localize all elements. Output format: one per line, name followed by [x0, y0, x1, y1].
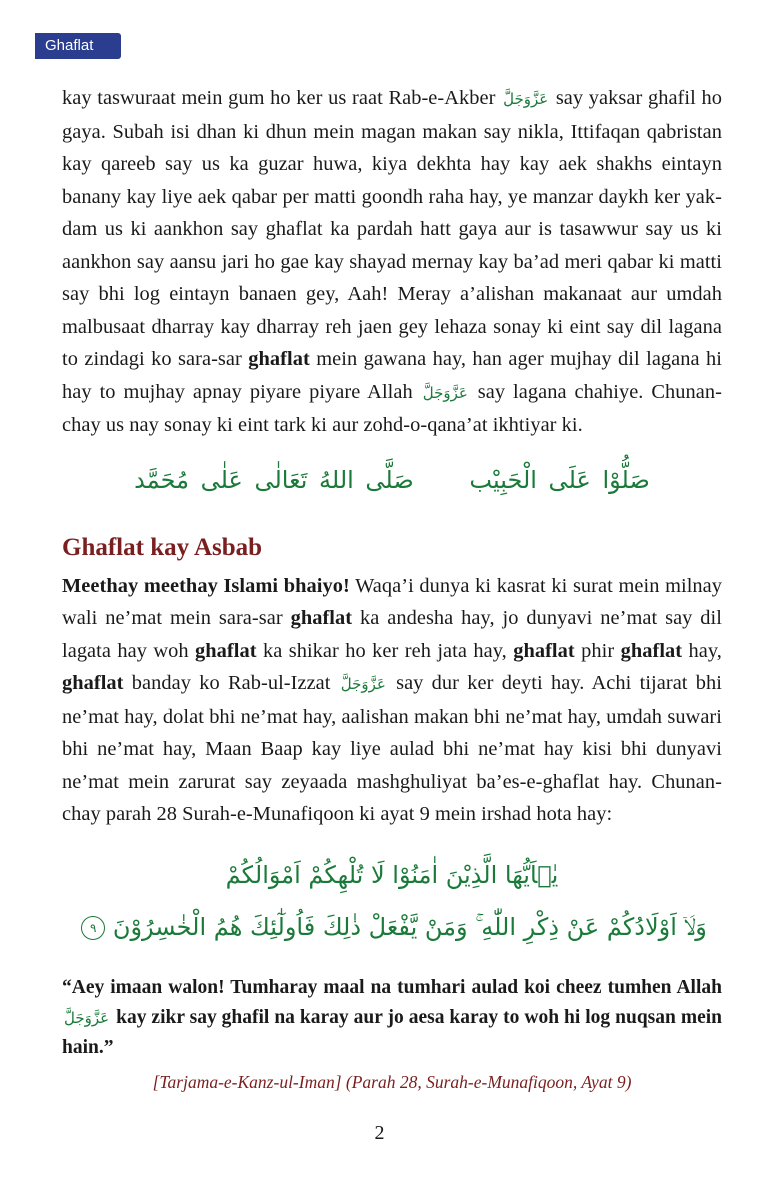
text-segment: “Aey imaan walon! Tumharay maal na tumhari aulad koi cheez tumhen Allah	[62, 976, 722, 998]
text-segment: hay,	[688, 639, 722, 662]
text-segment: kay taswuraat mein gum ho ker us raat Rab-e-Akber	[62, 87, 496, 109]
text-segment: mein gawana hay, han ager mujhay dil lagana hi hay to mujhay apnay piyare piyare Allah	[62, 348, 722, 403]
text-segment: Waqa’i dunya ki kasrat ki surat mein milnay wali ne’mat mein sara-sar	[62, 574, 723, 629]
paragraph-asbab	[62, 570, 722, 831]
text-segment: ka andesha hay, jo dunyavi ne’mat say dil lagata hay woh	[62, 607, 722, 662]
paragraph-intro	[62, 82, 722, 442]
page-content	[62, 82, 722, 1095]
verse-line-1: يٰۤاَيُّهَا الَّذِيْنَ اٰمَنُوْا لَا تُلْهِكُمْ اَمْوَالُكُمْ	[225, 860, 559, 889]
text-segment: phir	[581, 639, 615, 662]
bold-term: ghaflat	[248, 348, 310, 370]
verse-translation	[62, 973, 722, 1063]
honorific-glyph: عَزَّوَجَلَّ	[503, 90, 549, 108]
ayah-number-marker: ٩	[81, 916, 105, 940]
bold-term: ghaflat	[513, 639, 575, 662]
lead-bold: Meethay meethay Islami bhaiyo!	[62, 574, 350, 597]
quran-verse	[62, 849, 722, 953]
verse-line-2	[62, 901, 722, 953]
honorific-glyph: عَزَّوَجَلَّ	[64, 1008, 110, 1027]
honorific-glyph: عَزَّوَجَلَّ	[340, 675, 386, 693]
section-heading: Ghaflat kay Asbab	[62, 533, 263, 561]
text-segment: say lagana chahiye. Chunan-chay us nay sonay ki eint tark ki aur zohd-o-qana’at ikhtiyar ki.	[62, 380, 722, 436]
page-number: 2	[374, 1122, 385, 1144]
text-segment: say yaksar ghafil ho gaya. Subah isi dhan ki dhun mein magan makan say nikla, Ittifaqan qabristan kay qareeb say us ka guzar huwa, kiya dekhta hay kay aek shakhs eintayn banany kay liye aek qabar per matti goondh raha hay, ye manzar daykh ker yak-dam us ki aankhon say ghaflat ka pardah hatt gaya aur is tasawwur say us ki aankhon say aansu jari ho gae kay shayad mernay kay ba’ad meri qabar ki matti say bhi log eintayn banaen gey, Aah! Meray a’alishan makanaat aur umdah malbusaat dharray kay dharray reh jaen gey lehaza sonay ki eint say dil lagana to zindagi ko sara-sar	[62, 87, 722, 370]
citation: [Tarjama-e-Kanz-ul-Iman] (Parah 28, Surah-e-Munafiqoon, Ayat 9)	[152, 1071, 632, 1092]
bold-term: ghaflat	[290, 607, 353, 629]
honorific-glyph: عَزَّوَجَلَّ	[422, 383, 468, 402]
bold-term: ghaflat	[195, 639, 257, 662]
verse-line-2-text: وَلَاۤ اَوْلَادُكُمْ عَنْ ذِكْرِ اللّٰهِ ۚ وَمَنْ يَّفْعَلْ ذٰلِكَ فَاُولٰٓئِكَ هُمُ الْخٰسِرُوْنَ	[112, 912, 707, 941]
durood-left: صَلُّوْا عَلَى الْحَبِیْب	[469, 465, 650, 494]
text-segment: ka shikar ho ker reh jata hay,	[262, 639, 507, 662]
bold-term: ghaflat	[620, 639, 683, 662]
text-segment: kay zikr say ghafil na karay aur jo aesa karay to woh hi log nuqsan mein hain.”	[62, 1006, 723, 1058]
bold-term: ghaflat	[62, 672, 124, 694]
durood-line	[62, 458, 722, 502]
durood-right: صَلَّى اللهُ تَعَالٰى عَلٰى مُحَمَّد	[134, 465, 414, 494]
chapter-tab: Ghaflat	[35, 33, 121, 59]
text-segment: banday ko Rab-ul-Izzat	[131, 672, 331, 694]
text-segment: say dur ker deyti hay. Achi tijarat bhi ne’mat hay, dolat bhi ne’mat hay, aalishan makan bhi ne’mat hay, umdah suwari bhi ne’mat hay, Maan Baap kay liye aulad bhi ne’mat hay kisi bhi dunyavi ne’mat mein zarurat say zeyaada mashghuliyat ba’es-e-ghaflat hay. Chunan-chay parah 28 Surah-e-Munafiqoon ki ayat 9 mein irshad hota hay:	[62, 672, 722, 825]
